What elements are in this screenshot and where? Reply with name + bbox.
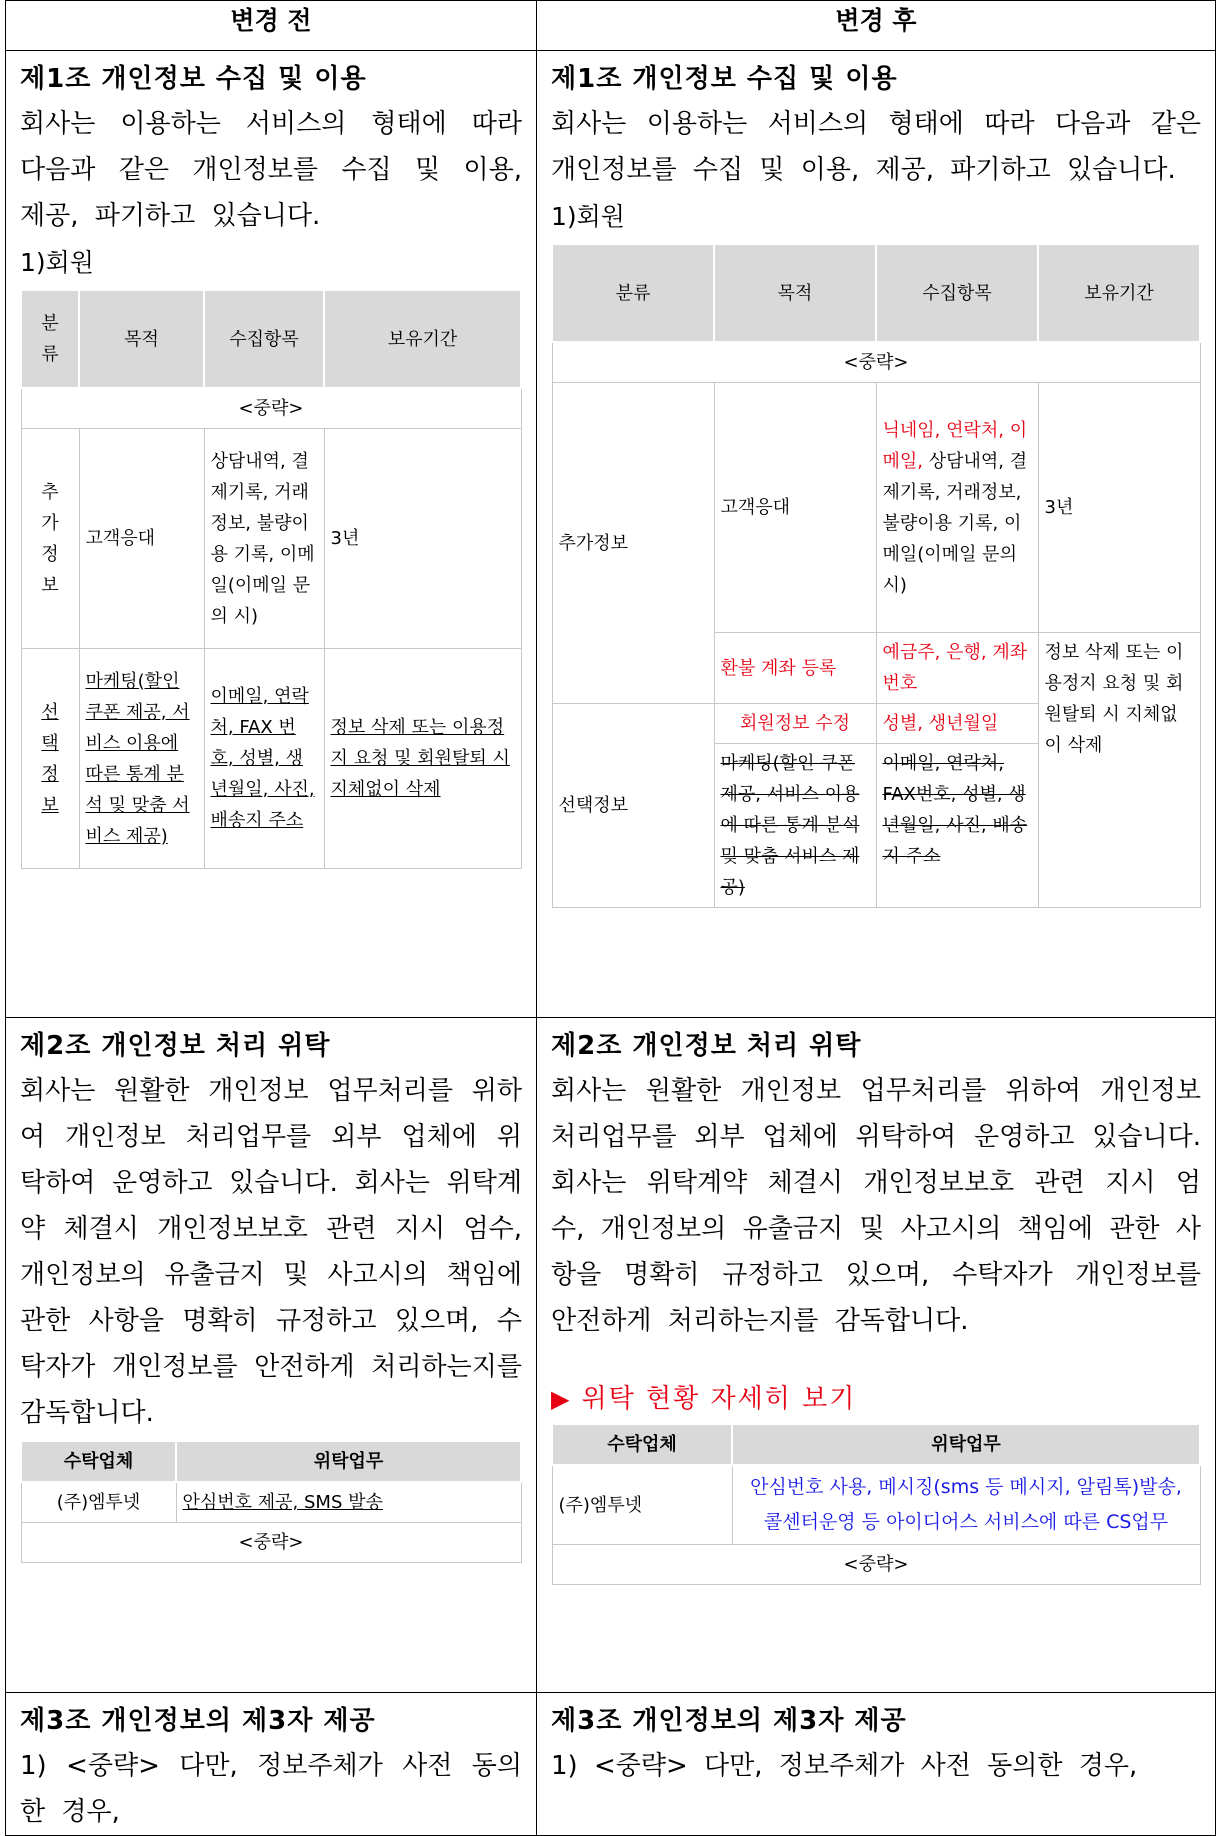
art3-text: 1) <중략> 다만, 정보주체가 사전 동의한 경우, [20,1751,522,1827]
extra-period: 3년 [324,429,521,649]
col-task: 위탁업무 [732,1424,1200,1465]
extra-items: 상담내역, 결제기록, 거래정보, 불량이용 기록, 이메일(이메일 문의 시) [204,429,324,649]
extra-items-old: 상담내역, 결제기록, 거래정보, 불량이용 기록, 이메일(이메일 문의 시) [882,450,1028,596]
art2-title: 제2조 개인정보 처리 위탁 [551,1031,862,1061]
art2-after-table [551,1423,1201,1585]
opt-cat: 선택정보 [552,704,714,908]
more-link[interactable] [551,1378,1201,1415]
omit-row: <중략> [552,342,1200,383]
extra-cat: 추 가 정 보 [21,429,79,649]
art3-title: 제3조 개인정보의 제3자 제공 [551,1706,907,1736]
extra-purpose: 고객응대 [79,429,204,649]
col-period: 보유기간 [324,290,521,388]
refund-purpose: 환불 계좌 등록 [714,633,876,704]
art2-before [6,1018,537,1693]
more-link-label: 위탁 현황 자세히 보기 [581,1384,857,1414]
art1-sub: 1)회원 [551,202,625,231]
extra-items-new: 닉네임, 연락처, 이메일, [882,419,1028,472]
col-period: 보유기간 [1038,244,1200,342]
art1-before [6,51,537,1018]
omit-row: <중략> [21,1523,521,1563]
extra-purpose: 고객응대 [714,383,876,633]
art2-intro: 회사는 원활한 개인정보 업무처리를 위하여 개인정보 처리업무를 외부 업체에 위탁하여 운영하고 있습니다. 회사는 위탁계약 체결시 개인정보보호 관련 지시 엄수, 개인정보의 유출금지 및 사고시의 책임에 관한 사항을 명확히 규정하고 있으며, 수탁자가 개인정보를 안전하게 처리하는지를 감독합니다. [20,1076,522,1428]
task-cell: 안심번호 사용, 메시징(sms 등 메시지, 알림톡)발송, 콜센터운영 등 아이디어스 서비스에 따른 CS업무 [732,1465,1200,1545]
art1-title: 제1조 개인정보 수집 및 이용 [551,64,898,94]
opt-items: 이메일, 연락처, FAX 번호, 성별, 생년월일, 사진, 배송지 주소 [204,649,324,869]
after-header: 변경 후 [537,1,1216,51]
col-task: 위탁업무 [176,1441,521,1482]
extra-cat: 추가정보 [552,383,714,704]
art2-after [537,1018,1216,1693]
art3-text: 1) <중략> 다만, 정보주체가 사전 동의한 경우, [551,1751,1138,1781]
opt-cat: 선 택 정 보 [21,649,79,869]
extra-items [876,383,1038,633]
opt-period: 정보 삭제 또는 이용정지 요청 및 회원탈퇴 시 지체없이 삭제 [1038,633,1200,908]
task-cell: 안심번호 제공, SMS 발송 [176,1482,521,1523]
mkt-purpose: 마케팅(할인 쿠폰 제공, 서비스 이용에 따른 통계 분석 및 맞춤 서비스 제공) [714,744,876,908]
art1-intro: 회사는 이용하는 서비스의 형태에 따라 다음과 같은 개인정보를 수집 및 이용, 제공, 파기하고 있습니다. [551,109,1201,185]
member-items: 성별, 생년월일 [876,704,1038,744]
omit-row: <중략> [21,388,521,429]
play-triangle-icon: ▶ [551,1385,572,1413]
art2-intro: 회사는 원활한 개인정보 업무처리를 위하여 개인정보 처리업무를 외부 업체에 위탁하여 운영하고 있습니다. 회사는 위탁계약 체결시 개인정보보호 관련 지시 엄수, 개인정보의 유출금지 및 사고시의 책임에 관한 사항을 명확히 규정하고 있으며, 수탁자가 개인정보를 안전하게 처리하는지를 감독합니다. [551,1076,1201,1336]
omit-row: <중략> [552,1545,1200,1585]
col-cat: 분류 [552,244,714,342]
art2-before-table [20,1440,522,1563]
before-header: 변경 전 [6,1,537,51]
mkt-items: 이메일, 연락처, FAX번호, 성별, 생년월일, 사진, 배송지 주소 [876,744,1038,908]
art1-after-table [551,243,1201,908]
col-items: 수집항목 [876,244,1038,342]
refund-items: 예금주, 은행, 계좌번호 [876,633,1038,704]
art1-title: 제1조 개인정보 수집 및 이용 [20,64,367,94]
opt-period: 정보 삭제 또는 이용정지 요청 및 회원탈퇴 시 지체없이 삭제 [324,649,521,869]
art3-title: 제3조 개인정보의 제3자 제공 [20,1706,376,1736]
art2-title: 제2조 개인정보 처리 위탁 [20,1031,331,1061]
col-vendor: 수탁업체 [552,1424,732,1465]
vendor-cell: (주)엠투넷 [552,1465,732,1545]
art1-before-table [20,289,522,869]
art1-after [537,51,1216,1018]
opt-purpose: 마케팅(할인 쿠폰 제공, 서비스 이용에 따른 통계 분석 및 맞춤 서비스 제공) [79,649,204,869]
col-items: 수집항목 [204,290,324,388]
art1-sub: 1)회원 [20,248,94,277]
col-vendor: 수탁업체 [21,1441,176,1482]
art3-after [537,1693,1216,1836]
col-purpose: 목적 [714,244,876,342]
vendor-cell: (주)엠투넷 [21,1482,176,1523]
col-purpose: 목적 [79,290,204,388]
art3-before [6,1693,537,1836]
member-purpose: 회원정보 수정 [714,704,876,744]
extra-period: 3년 [1038,383,1200,633]
art1-intro: 회사는 이용하는 서비스의 형태에 따라 다음과 같은 개인정보를 수집 및 이용, 제공, 파기하고 있습니다. [20,109,522,231]
comparison-table [5,0,1216,1836]
col-cat: 분 류 [21,290,79,388]
